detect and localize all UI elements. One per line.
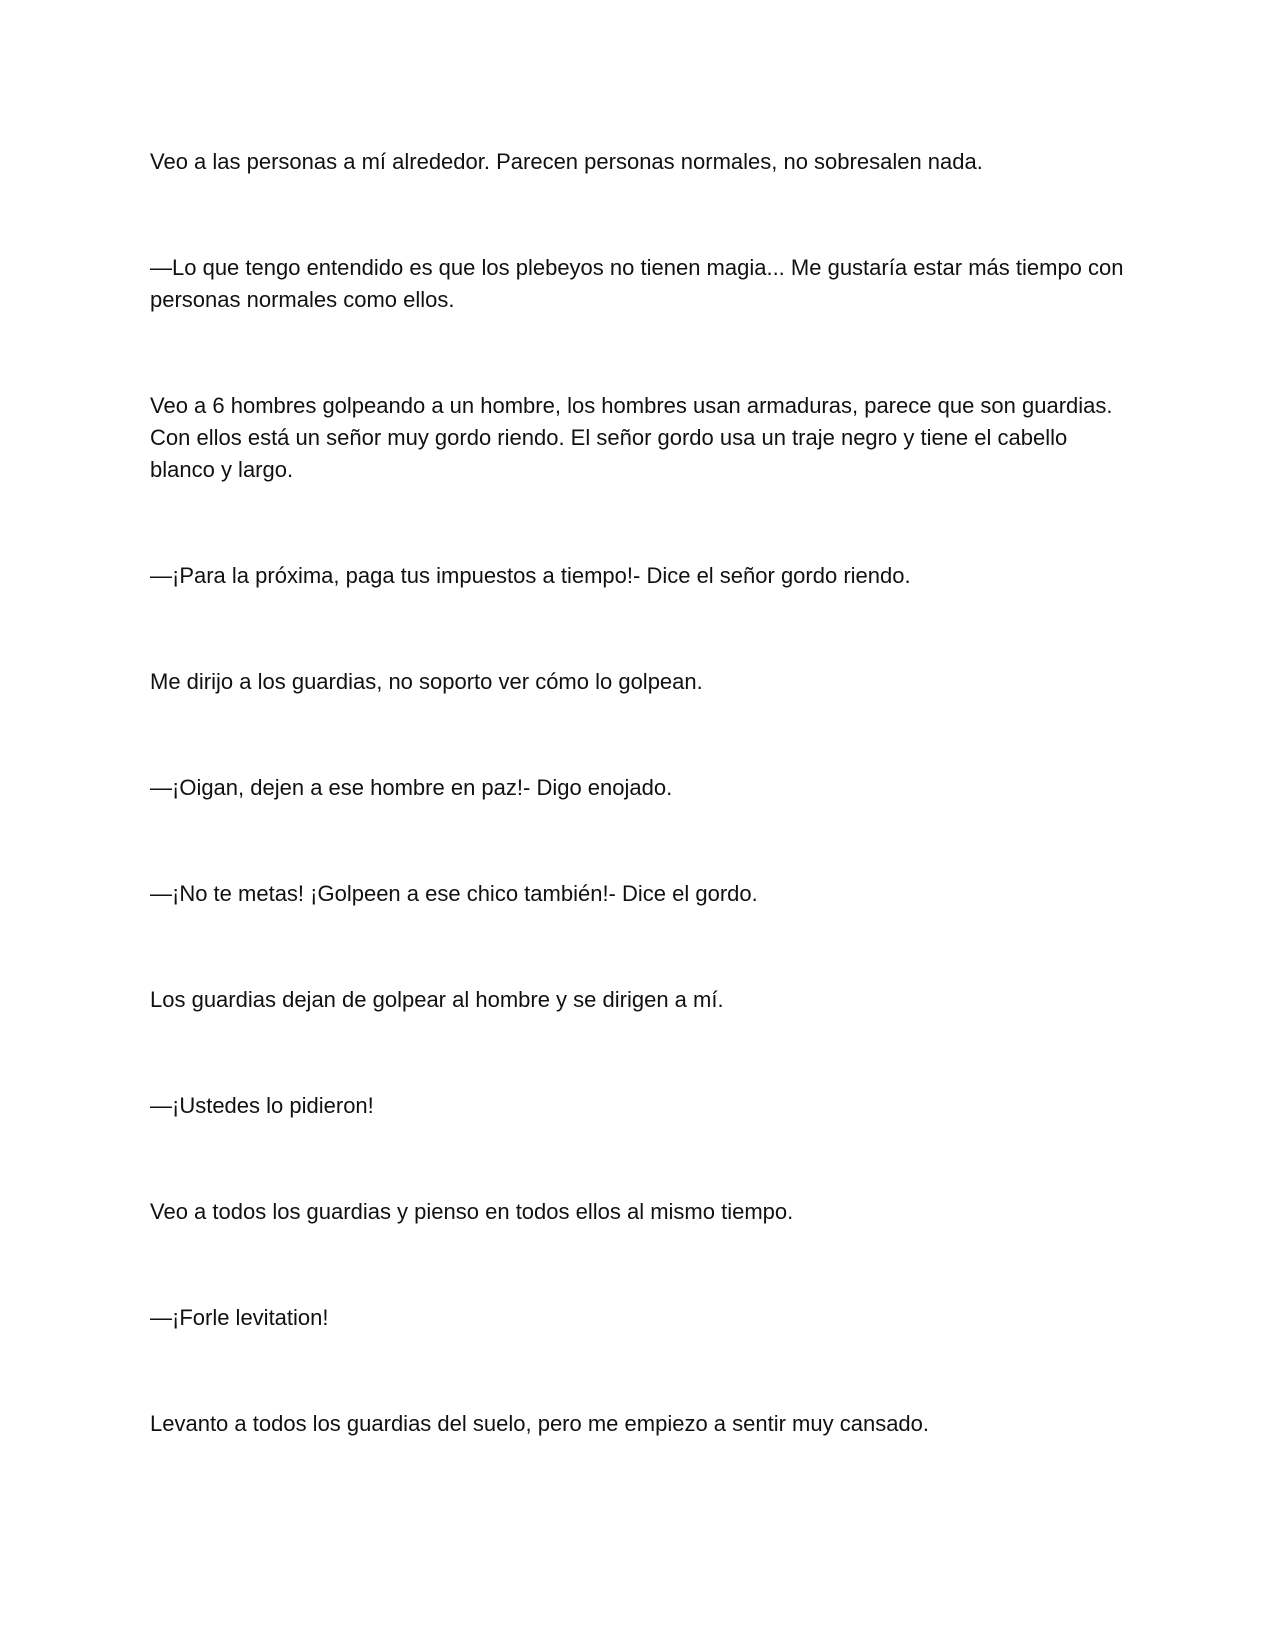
paragraph: Me dirijo a los guardias, no soporto ver cómo lo golpean.	[150, 669, 703, 694]
paragraph: —¡Para la próxima, paga tus impuestos a tiempo!- Dice el señor gordo riendo.	[150, 563, 911, 588]
document-body	[150, 146, 1130, 1514]
paragraph: —¡Forle levitation!	[150, 1305, 329, 1330]
paragraph: —¡Ustedes lo pidieron!	[150, 1093, 374, 1118]
paragraph: —Lo que tengo entendido es que los plebeyos no tienen magia... Me gustaría estar más tiempo con personas normales como ellos.	[150, 255, 1124, 312]
paragraph: —¡No te metas! ¡Golpeen a ese chico también!- Dice el gordo.	[150, 881, 758, 906]
paragraph: Veo a todos los guardias y pienso en todos ellos al mismo tiempo.	[150, 1199, 794, 1224]
paragraph: Los guardias dejan de golpear al hombre y se dirigen a mí.	[150, 987, 724, 1012]
paragraph: —¡Oigan, dejen a ese hombre en paz!- Digo enojado.	[150, 775, 673, 800]
paragraph: Veo a 6 hombres golpeando a un hombre, los hombres usan armaduras, parece que son guardias. Con ellos está un señor muy gordo riendo. El señor gordo usa un traje negro y tiene el cabello blanco y largo.	[150, 393, 1113, 482]
paragraph: Veo a las personas a mí alrededor. Parecen personas normales, no sobresalen nada.	[150, 149, 983, 174]
paragraph: Levanto a todos los guardias del suelo, pero me empiezo a sentir muy cansado.	[150, 1411, 930, 1436]
